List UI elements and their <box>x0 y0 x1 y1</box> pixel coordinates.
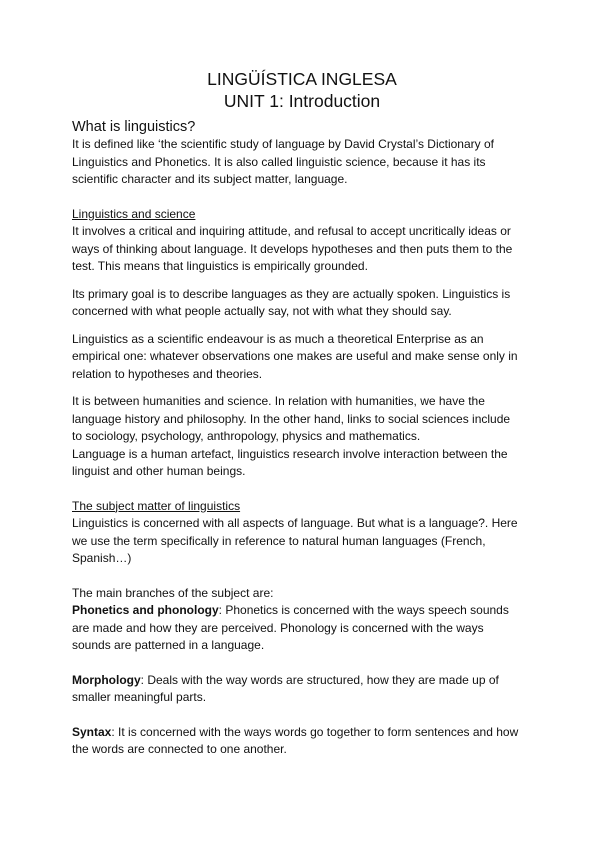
paragraph-line: test. This means that linguistics is empirically grounded. <box>72 259 368 273</box>
document-page <box>72 68 532 759</box>
paragraph-line: Spanish…) <box>72 551 132 565</box>
section-heading-subject-matter: The subject matter of linguistics <box>72 498 241 513</box>
paragraph-line: empirical one: whatever observations one makes are useful and make sense only in <box>72 349 518 363</box>
paragraph-line: language history and philosophy. In the other hand, links to social sciences include <box>72 411 511 426</box>
paragraph-line: It is defined like ‘the scientific study of language by David Crystal’s Dictionary of <box>72 137 494 151</box>
paragraph-line: to sociology, psychology, anthropology, physics and mathematics. <box>72 429 421 443</box>
paragraph-line: Its primary goal is to describe languages as they are actually spoken. Linguistics is <box>72 286 511 301</box>
paragraph-line: Linguistics as a scientific endeavour is as much a theoretical Enterprise as an <box>72 331 484 346</box>
paragraph-line: sounds are patterned in a language. <box>72 638 265 652</box>
branch-definition: : Deals with the way words are structured, how they are made up of <box>140 672 499 687</box>
branch-morphology-line <box>72 672 532 690</box>
branch-term-syntax: Syntax <box>72 724 112 739</box>
branch-term-morphology: Morphology <box>72 672 141 687</box>
branches-intro: The main branches of the subject are: <box>72 585 274 600</box>
paragraph-line: are made and how they are perceived. Phonology is concerned with the ways <box>72 620 484 635</box>
paragraph-line: ways of thinking about language. It develops hypotheses and then puts them to the <box>72 241 513 256</box>
section-heading-linguistics-and-science: Linguistics and science <box>72 206 196 221</box>
document-title: LINGÜÍSTICA INGLESA <box>207 69 397 89</box>
paragraph-line: linguist and other human beings. <box>72 464 246 478</box>
paragraph-line: we use the term specifically in reference to natural human languages (French, <box>72 533 486 548</box>
paragraph-line: It involves a critical and inquiring attitude, and refusal to accept uncritically ideas or <box>72 224 511 238</box>
paragraph-line: Language is a human artefact, linguistics research involve interaction between the <box>72 446 508 461</box>
branch-definition: : It is concerned with the ways words go together to form sentences and how <box>111 724 519 739</box>
section-heading-what-is-linguistics: What is linguistics? <box>72 119 196 135</box>
branch-syntax-line <box>72 724 532 742</box>
document-subtitle: UNIT 1: Introduction <box>223 91 381 111</box>
paragraph-line: smaller meaningful parts. <box>72 690 207 704</box>
paragraph-line: relation to hypotheses and theories. <box>72 366 263 381</box>
paragraph-line: Linguistics is concerned with all aspects of language. But what is a language?. Here <box>72 516 518 530</box>
branch-term-phonetics: Phonetics and phonology <box>72 603 219 617</box>
paragraph-line: the words are connected to one another. <box>72 742 287 756</box>
branch-definition: : Phonetics is concerned with the ways speech sounds <box>218 603 509 617</box>
paragraph-line: concerned with what people actually say, not with what they should say. <box>72 304 452 318</box>
paragraph-line: scientific character and its subject matter, language. <box>72 172 348 186</box>
paragraph-line: Linguistics and Phonetics. It is also called linguistic science, because it has its <box>72 154 486 169</box>
paragraph-line: It is between humanities and science. In relation with humanities, we have the <box>72 394 485 408</box>
branch-phonetics-line <box>72 602 532 620</box>
